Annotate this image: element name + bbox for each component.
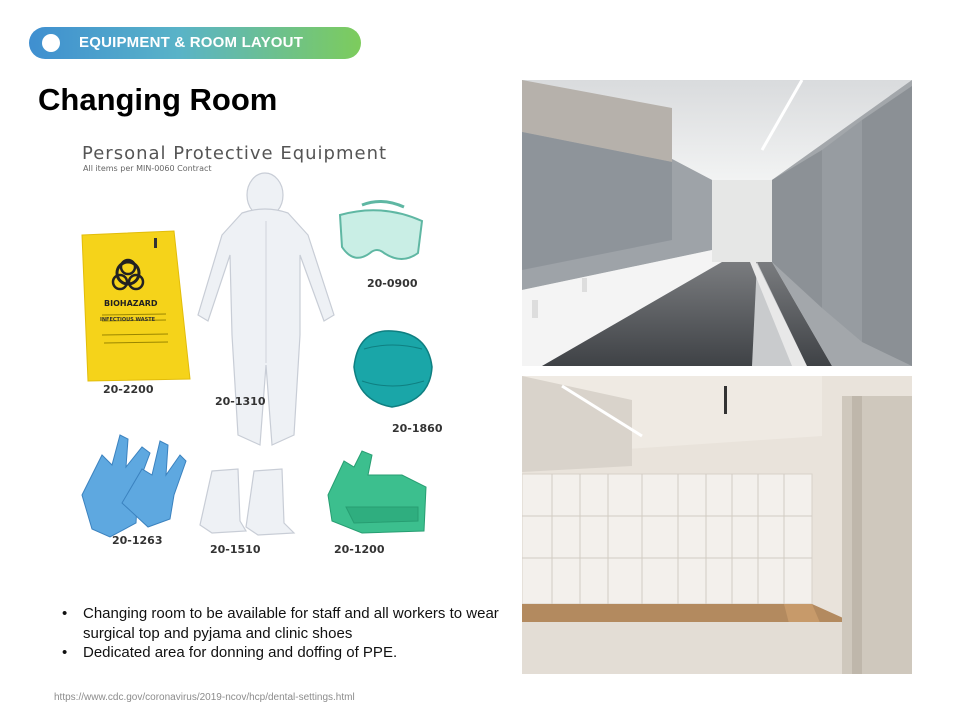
blue-gloves-icon <box>82 435 186 537</box>
goggles-icon <box>340 201 422 259</box>
item-code: 20-1860 <box>392 422 443 435</box>
bullet-item: • Dedicated area for donning and doffing of PPE. <box>60 643 500 663</box>
item-code: 20-1200 <box>334 543 385 556</box>
item-code: 20-0900 <box>367 277 418 290</box>
washroom-photo <box>522 80 912 366</box>
locker-room-photo <box>522 376 912 674</box>
ppe-catalog-image <box>62 135 462 570</box>
item-code: 20-1510 <box>210 543 261 556</box>
ppe-subheading: All items per MIN-0060 Contract <box>83 164 212 173</box>
pill-dot-icon <box>42 34 60 52</box>
n95-mask-icon <box>354 331 432 407</box>
source-link[interactable]: https://www.cdc.gov/coronavirus/2019-ncov/hcp/dental-settings.html <box>54 692 355 703</box>
item-code: 20-1310 <box>215 395 266 408</box>
item-code: 20-1263 <box>112 534 163 547</box>
section-label: EQUIPMENT & ROOM LAYOUT <box>79 34 304 51</box>
green-gloves-icon <box>328 451 426 533</box>
bullet-list <box>60 604 500 663</box>
shoe-covers-icon <box>200 469 294 535</box>
bag-label: BIOHAZARD <box>104 299 158 308</box>
section-pill <box>29 27 361 59</box>
bag-sublabel: INFECTIOUS WASTE <box>100 317 156 323</box>
page-title: Changing Room <box>38 82 278 117</box>
ppe-illustration <box>62 135 462 570</box>
ppe-heading: Personal Protective Equipment <box>82 143 388 164</box>
bullet-item: • Changing room to be available for staff and all workers to wear surgical top and pyjama and clinic shoes <box>60 604 500 643</box>
item-code: 20-2200 <box>103 383 154 396</box>
